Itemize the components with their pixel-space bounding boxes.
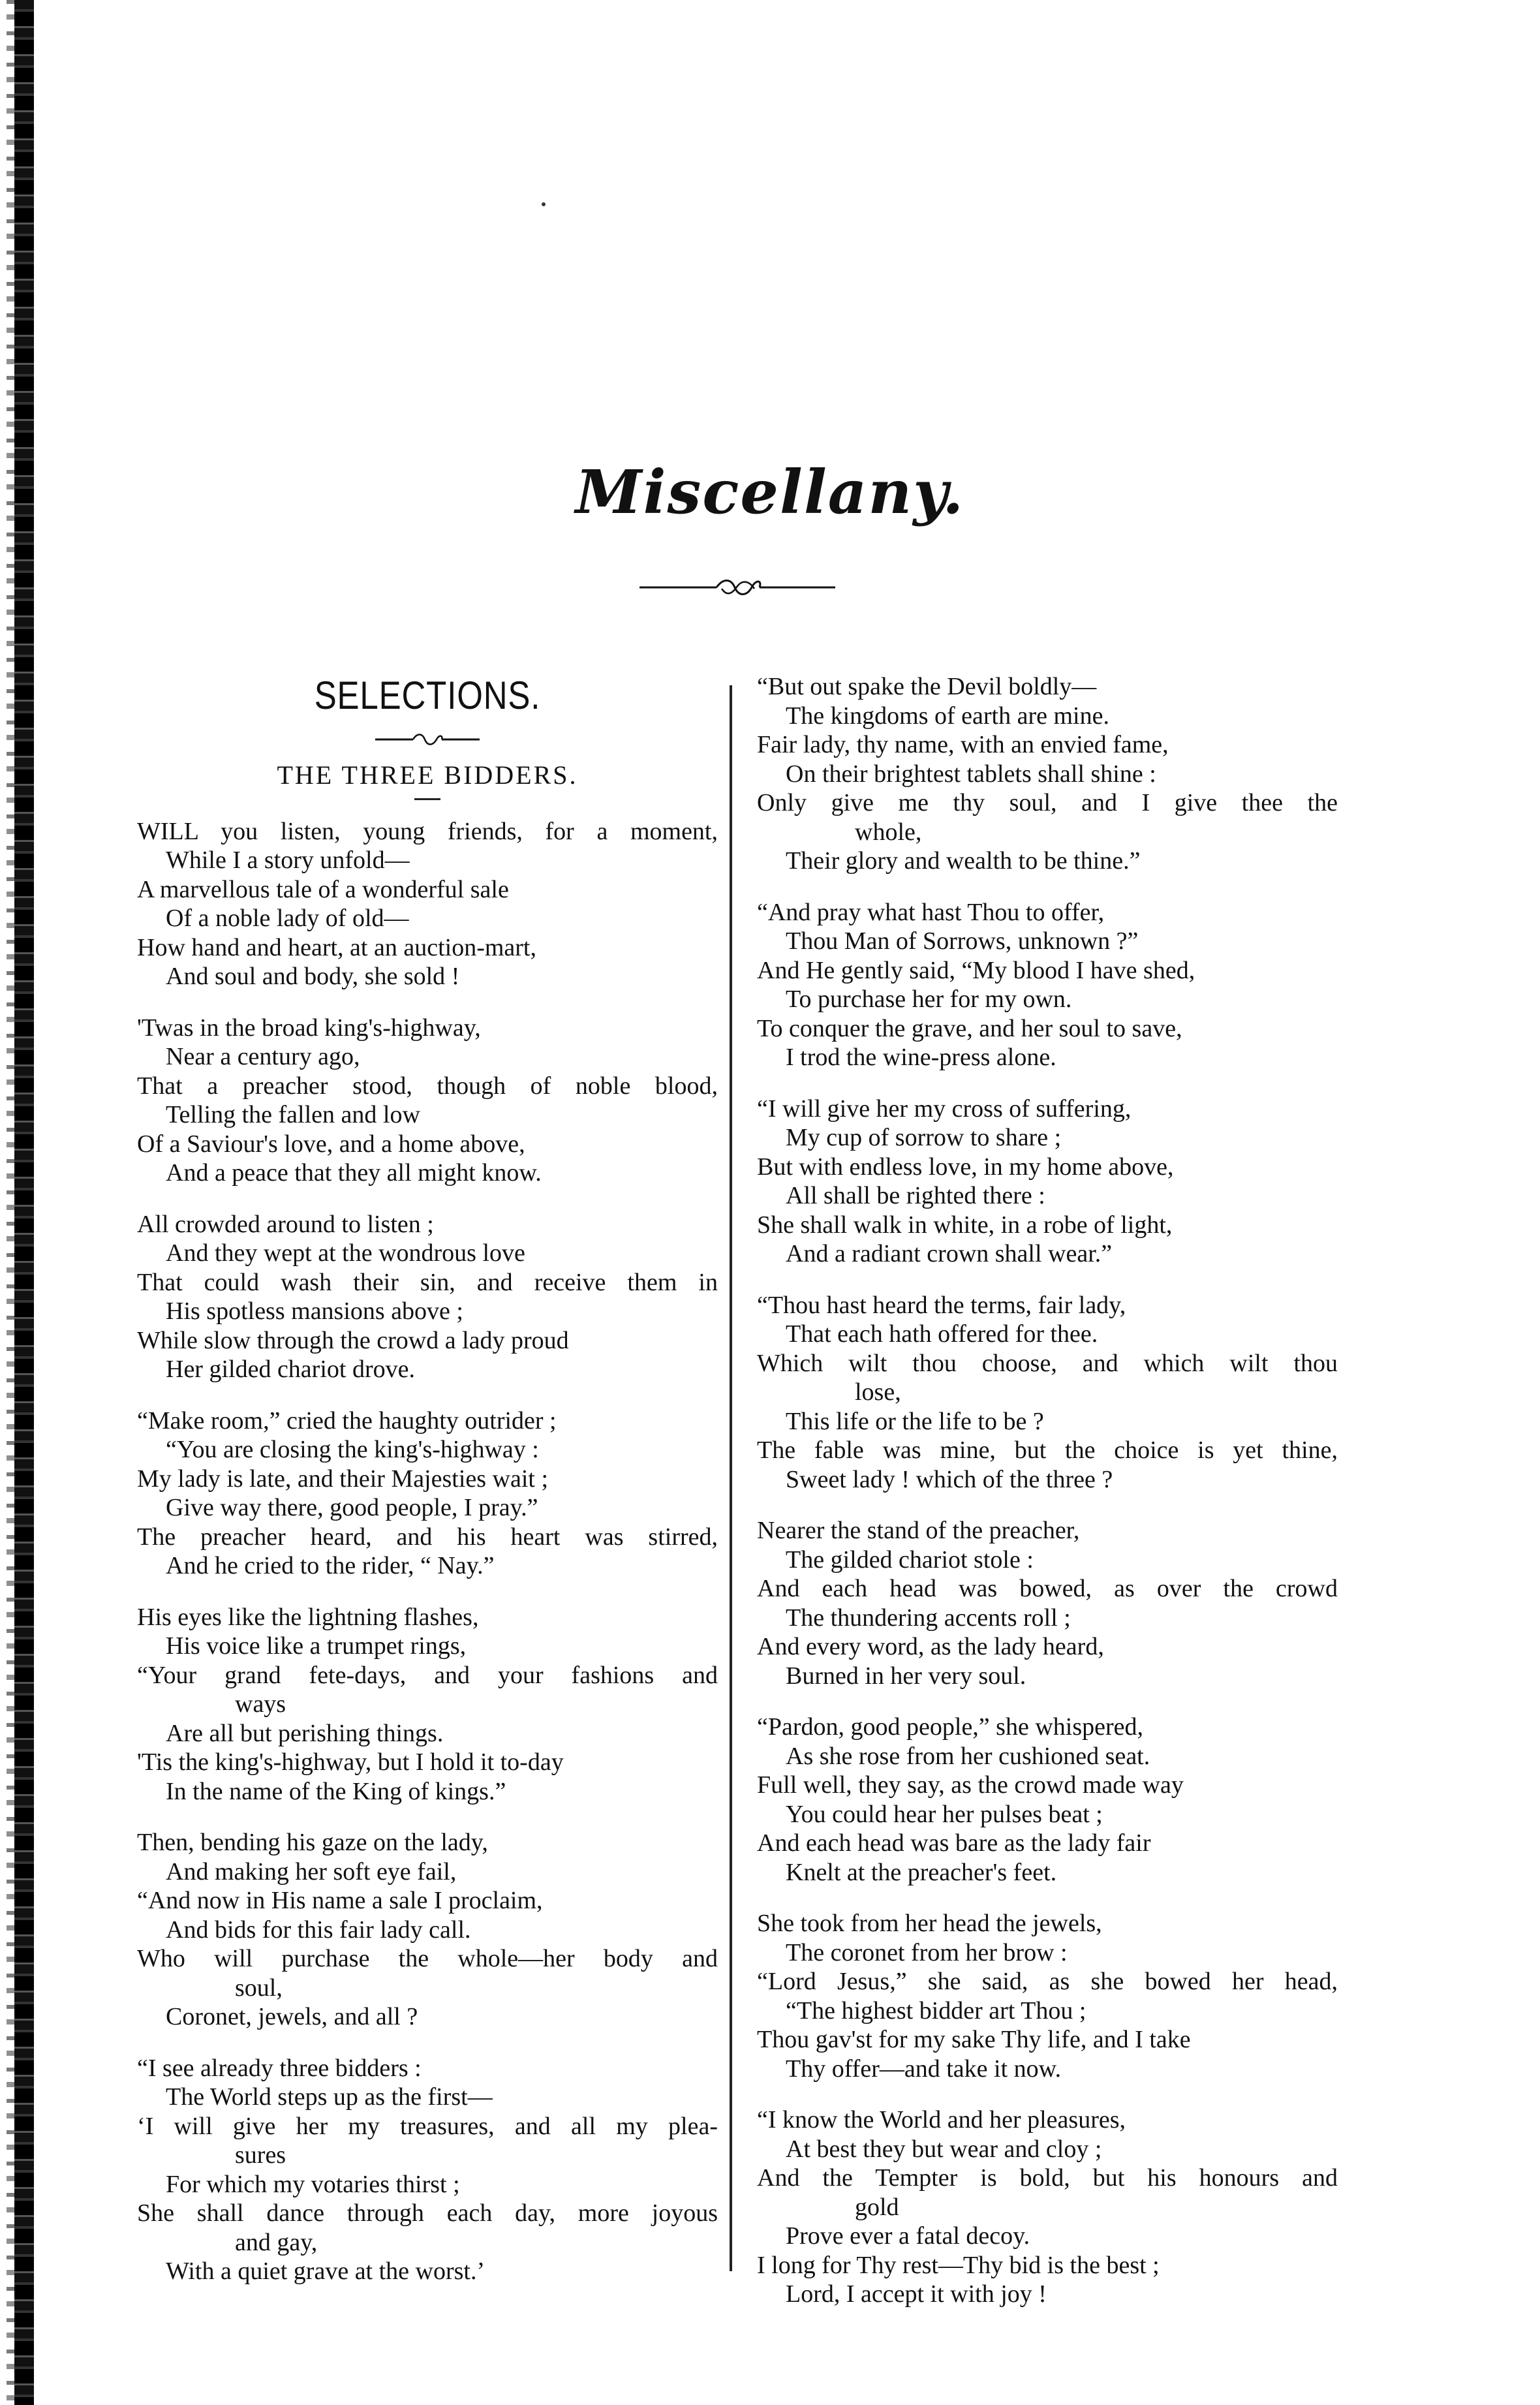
poem-line: For which my votaries thirst ; [166, 2170, 460, 2198]
poem-line: Sweet lady ! which of the three ? [786, 1465, 1113, 1493]
poem-line: On their brightest tablets shall shine : [786, 760, 1156, 788]
poem-line: Burned in her very soul. [786, 1662, 1026, 1690]
left-stanzas [137, 817, 718, 2286]
stanza [137, 1406, 718, 1581]
stanza [137, 817, 718, 991]
stanza [757, 1713, 1338, 1887]
right-stanzas [757, 672, 1338, 2309]
poem-line: Of a Saviour's love, and a home above, [137, 1130, 525, 1158]
poem-line: And soul and body, she sold ! [166, 963, 460, 990]
poem-line: Are all but perishing things. [166, 1719, 444, 1747]
poem-line: And every word, as the lady heard, [757, 1633, 1104, 1660]
poem-line: sures [235, 2141, 286, 2169]
poem-line: Thy offer—and take it now. [786, 2055, 1062, 2083]
binding-edge-shadow [7, 0, 14, 2405]
poem-line: “Lord Jesus,” she said, as she bowed her head, [757, 1968, 1338, 1995]
poem-line: The kingdoms of earth are mine. [786, 702, 1109, 730]
poem-line: Her gilded chariot drove. [166, 1356, 415, 1383]
poem-line: Then, bending his gaze on the lady, [137, 1829, 488, 1856]
poem-line: My lady is late, and their Majesties wait ; [137, 1465, 549, 1493]
poem-line: Prove ever a fatal decoy. [786, 2222, 1030, 2250]
poem-line: “I will give her my cross of suffering, [757, 1094, 1132, 1123]
poem-line: That could wash their sin, and receive them in [137, 1268, 718, 1296]
poem-line: The gilded chariot stole : [786, 1545, 1034, 1574]
stanza [137, 1210, 718, 1384]
poem-line: Telling the fallen and low [166, 1101, 420, 1128]
poem-line: Knelt at the preacher's feet. [786, 1858, 1057, 1886]
stanza [757, 672, 1338, 876]
poem-line: She took from her head the jewels, [757, 1910, 1102, 1937]
stanza [757, 898, 1338, 1072]
poem-line: Thou Man of Sorrows, unknown ?” [786, 927, 1139, 955]
poem-line: The fable was mine, but the choice is yet thine, [757, 1436, 1338, 1464]
poem-line: The preacher heard, and his heart was stirred, [137, 1523, 718, 1551]
poem-line: To purchase her for my own. [786, 985, 1072, 1013]
section-title: SELECTIONS. [314, 674, 541, 717]
poem-line: soul, [235, 1974, 283, 2002]
poem-line: and gay, [235, 2228, 318, 2256]
poem-line: In the name of the King of kings.” [166, 1777, 506, 1805]
poem-line: And they wept at the wondrous love [166, 1239, 525, 1267]
poem-line: whole, [855, 818, 922, 846]
poem-title: THE THREE BIDDERS. [277, 760, 578, 790]
poem-line: This life or the life to be ? [786, 1407, 1044, 1435]
stanza [757, 1094, 1338, 1269]
poem-line: Give way there, good people, I pray.” [166, 1494, 538, 1521]
stanza [757, 2105, 1338, 2309]
poem-line: Of a noble lady of old— [166, 905, 409, 932]
poem-line: But with endless love, in my home above, [757, 1153, 1174, 1181]
poem-line: While slow through the crowd a lady proud [137, 1326, 569, 1354]
poem-line: Fair lady, thy name, with an envied fame, [757, 731, 1169, 758]
poem-line: “The highest bidder art Thou ; [786, 1996, 1086, 2025]
poem-line: Near a century ago, [166, 1043, 360, 1070]
poem-line: Which wilt thou choose, and which wilt thou [757, 1349, 1338, 1377]
poem-line: And each head was bare as the lady fair [757, 1829, 1151, 1857]
poem-line: gold [855, 2193, 899, 2221]
poem-line: How hand and heart, at an auction-mart, [137, 933, 536, 961]
poem-line: That a preacher stood, though of noble blood, [137, 1072, 718, 1100]
stanza [757, 1291, 1338, 1495]
title-rule [414, 798, 440, 800]
poem-line: ways [235, 1690, 286, 1718]
poem-line: “Thou hast heard the terms, fair lady, [757, 1291, 1126, 1319]
page-title: Miscellany. [575, 457, 965, 527]
poem-line: I long for Thy rest—Thy bid is the best ; [757, 2251, 1160, 2279]
poem-line: And bids for this fair lady call. [166, 1916, 471, 1944]
poem-line: “And pray what hast Thou to offer, [757, 898, 1105, 926]
small-ornament-icon [375, 730, 480, 749]
poem-line: Thou gav'st for my sake Thy life, and I take [757, 2026, 1191, 2053]
poem-line: She shall walk in white, in a robe of light, [757, 1211, 1173, 1239]
poem-line: ‘I will give her my treasures, and all my plea- [137, 2112, 718, 2140]
poem-line: And a peace that they all might know. [166, 1159, 542, 1187]
poem-line: Only give me thy soul, and I give thee the [757, 789, 1338, 816]
poem-line: Their glory and wealth to be thine.” [786, 847, 1141, 875]
poem-line: “Make room,” cried the haughty outrider ; [137, 1406, 557, 1435]
poem-line: And each head was bowed, as over the crowd [757, 1575, 1338, 1602]
poem-line: And He gently said, “My blood I have shed, [757, 956, 1195, 984]
poem-line: “Your grand fete-days, and your fashions and [137, 1661, 718, 1689]
stanza [137, 1603, 718, 1807]
poem-line: To conquer the grave, and her soul to save, [757, 1014, 1182, 1042]
poem-line: All shall be righted there : [786, 1182, 1045, 1209]
divider-ornament-icon [639, 574, 835, 600]
poem-line: With a quiet grave at the worst.’ [166, 2258, 485, 2285]
poem-line: 'Tis the king's-highway, but I hold it to-day [137, 1748, 564, 1776]
stanza [757, 1909, 1338, 2083]
stanza [137, 2054, 718, 2286]
poem-line: WILL you listen, young friends, for a moment, [137, 817, 718, 845]
stanza [137, 1014, 718, 1188]
poem-line: The thundering accents roll ; [786, 1604, 1071, 1632]
poem-line: “Pardon, good people,” she whispered, [757, 1713, 1144, 1741]
poem-line: A marvellous tale of a wonderful sale [137, 875, 509, 903]
poem-line: “I know the World and her pleasures, [757, 2106, 1126, 2133]
poem-line: lose, [855, 1378, 901, 1406]
poem-line: Full well, they say, as the crowd made way [757, 1771, 1184, 1799]
left-column [137, 672, 718, 2308]
poem-line: And a radiant crown shall wear.” [786, 1240, 1113, 1267]
poem-line: As she rose from her cushioned seat. [786, 1742, 1150, 1770]
poem-line: “And now in His name a sale I proclaim, [137, 1887, 543, 1914]
right-column [757, 672, 1338, 2331]
ink-speck [542, 202, 546, 206]
poem-line: “But out spake the Devil boldly— [757, 673, 1097, 700]
poem-line: And the Tempter is bold, but his honours and [757, 2164, 1338, 2192]
poem-line: Who will purchase the whole—her body and [137, 1945, 718, 1972]
poem-line: And making her soft eye fail, [166, 1857, 457, 1885]
stanza [137, 1828, 718, 2032]
poem-line: You could hear her pulses beat ; [786, 1800, 1103, 1828]
poem-line: His eyes like the lightning flashes, [137, 1603, 479, 1631]
poem-line: His voice like a trumpet rings, [166, 1632, 467, 1660]
poem-line: Nearer the stand of the preacher, [757, 1517, 1080, 1544]
poem-line: The World steps up as the first— [166, 2083, 493, 2111]
poem-line: His spotless mansions above ; [166, 1297, 463, 1325]
poem-line: My cup of sorrow to share ; [786, 1124, 1062, 1151]
poem-line: And he cried to the rider, “ Nay.” [166, 1552, 495, 1579]
poem-line: All crowded around to listen ; [137, 1210, 434, 1238]
poem-line: Lord, I accept it with joy ! [786, 2280, 1047, 2308]
poem-line: The coronet from her brow : [786, 1938, 1068, 1966]
column-rule [730, 685, 732, 2271]
poem-line: I trod the wine-press alone. [786, 1044, 1056, 1071]
stanza [757, 1516, 1338, 1690]
poem-line: “You are closing the king's-highway : [166, 1436, 539, 1463]
poem-line: At best they but wear and cloy ; [786, 2135, 1102, 2163]
poem-line: 'Twas in the broad king's-highway, [137, 1014, 481, 1042]
poem-line: Coronet, jewels, and all ? [166, 2003, 418, 2030]
poem-line: She shall dance through each day, more joyous [137, 2199, 718, 2227]
poem-line: That each hath offered for thee. [786, 1320, 1098, 1348]
binding-edge [14, 0, 34, 2405]
poem-line: “I see already three bidders : [137, 2054, 422, 2082]
poem-line: While I a story unfold— [166, 846, 410, 874]
